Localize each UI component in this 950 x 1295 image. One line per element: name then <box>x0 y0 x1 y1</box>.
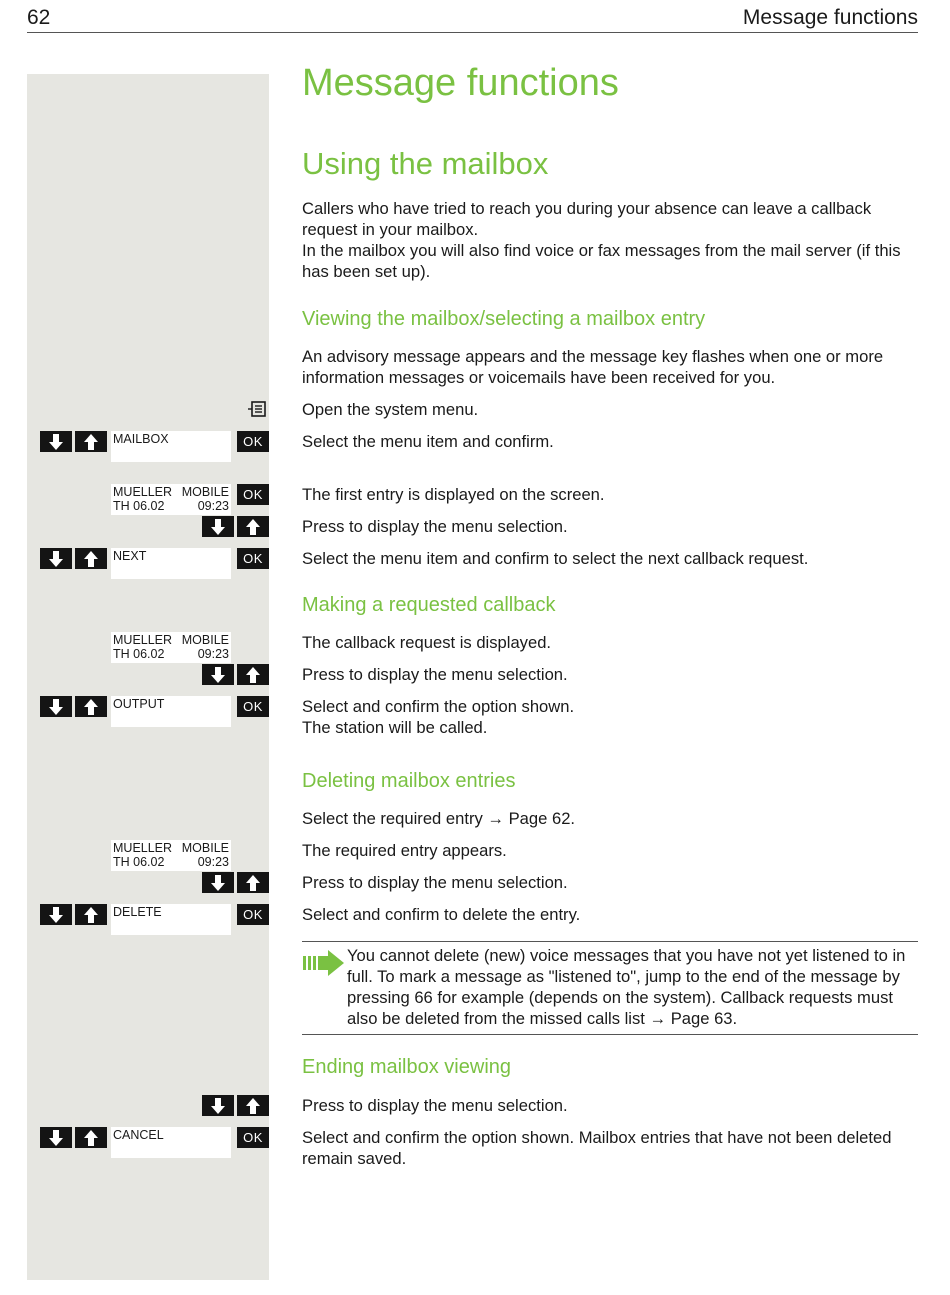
entry-date: TH 06.02 <box>113 499 165 513</box>
ok-button[interactable]: OK <box>237 548 269 569</box>
entry-time: 09:23 <box>197 499 229 513</box>
step-press-menu: Press to display the menu selection. <box>302 873 568 892</box>
step-select-option-end: Select and confirm the option shown. Mailbox entries that have not been deleted remain saved. <box>302 1128 892 1168</box>
display-next: NEXT <box>111 548 231 579</box>
arrow-up-icon[interactable] <box>237 516 269 537</box>
intro-paragraph-1: Callers who have tried to reach you during your absence can leave a callback request in your mailbox. <box>302 199 872 239</box>
step-press-menu: Press to display the menu selection. <box>302 1096 568 1115</box>
step-select-delete: Select and confirm to delete the entry. <box>302 905 581 924</box>
intro-paragraph-2: In the mailbox you will also find voice or fax messages from the mail server (if this has been set up). <box>302 241 901 281</box>
page-number: 62 <box>27 6 51 29</box>
arrow-down-icon[interactable] <box>202 516 234 537</box>
arrow-up-icon[interactable] <box>75 548 107 569</box>
entry-name: MUELLER <box>113 485 173 499</box>
heading-callback: Making a requested callback <box>302 594 556 616</box>
arrow-up-icon[interactable] <box>75 904 107 925</box>
step-select-next: Select the menu item and confirm to select the next callback request. <box>302 549 809 568</box>
section-title: Using the mailbox <box>302 146 549 181</box>
ok-button[interactable]: OK <box>237 904 269 925</box>
step-entry-appears: The required entry appears. <box>302 841 507 860</box>
arrow-up-icon[interactable] <box>237 872 269 893</box>
page-title: Message functions <box>302 62 619 104</box>
step-select-confirm: Select the menu item and confirm. <box>302 432 554 451</box>
step-press-menu: Press to display the menu selection. <box>302 517 568 536</box>
display-cancel: CANCEL <box>111 1127 231 1158</box>
ok-button[interactable]: OK <box>237 484 269 505</box>
arrow-up-icon[interactable] <box>75 1127 107 1148</box>
step-station-called: The station will be called. <box>302 718 488 737</box>
note-text: You cannot delete (new) voice messages that you have not yet listened to in full. To mark a message as "listened to", jump to the end of the message by pressing 66 for example (depends on the system). Callback requests must also be deleted from the missed calls list → Page 63. <box>347 946 906 1028</box>
step-press-menu: Press to display the menu selection. <box>302 665 568 684</box>
step-select-option: Select and confirm the option shown. <box>302 697 575 716</box>
arrow-down-icon[interactable] <box>40 1127 72 1148</box>
entry-date: TH 06.02 <box>113 647 165 661</box>
step-select-entry: Select the required entry → Page 62. <box>302 809 576 828</box>
step-callback-displayed: The callback request is displayed. <box>302 633 552 652</box>
entry-date: TH 06.02 <box>113 855 165 869</box>
arrow-up-icon[interactable] <box>75 431 107 452</box>
entry-time: 09:23 <box>197 647 229 661</box>
arrow-down-icon[interactable] <box>40 696 72 717</box>
note-rule-bottom <box>302 1034 918 1035</box>
arrow-down-icon[interactable] <box>202 872 234 893</box>
entry-name: MUELLER <box>113 841 173 855</box>
heading-ending: Ending mailbox viewing <box>302 1056 512 1078</box>
arrow-down-icon[interactable] <box>40 904 72 925</box>
arrow-up-icon[interactable] <box>75 696 107 717</box>
step-first-entry: The first entry is displayed on the screen. <box>302 485 605 504</box>
running-header: Message functions <box>742 6 918 29</box>
ok-button[interactable]: OK <box>237 1127 269 1148</box>
step-open-menu: Open the system menu. <box>302 400 479 419</box>
arrow-down-icon[interactable] <box>202 1095 234 1116</box>
display-entry <box>111 632 231 663</box>
arrow-up-icon[interactable] <box>237 1095 269 1116</box>
display-output: OUTPUT <box>111 696 231 727</box>
entry-name: MUELLER <box>113 633 173 647</box>
display-delete: DELETE <box>111 904 231 935</box>
display-entry <box>111 484 231 515</box>
ok-button[interactable]: OK <box>237 696 269 717</box>
entry-type: MOBILE <box>181 485 229 499</box>
arrow-down-icon[interactable] <box>202 664 234 685</box>
arrow-down-icon[interactable] <box>40 548 72 569</box>
entry-time: 09:23 <box>197 855 229 869</box>
ok-button[interactable]: OK <box>237 431 269 452</box>
header-rule <box>27 32 918 33</box>
entry-type: MOBILE <box>181 841 229 855</box>
heading-viewing: Viewing the mailbox/selecting a mailbox entry <box>302 308 706 330</box>
display-entry <box>111 840 231 871</box>
note-rule-top <box>302 941 918 942</box>
note-arrow-icon <box>303 950 345 976</box>
menu-key-icon[interactable] <box>247 400 267 418</box>
display-mailbox: MAILBOX <box>111 431 231 462</box>
arrow-up-icon[interactable] <box>237 664 269 685</box>
viewing-intro: An advisory message appears and the message key flashes when one or more information messages or voicemails have been received for you. <box>302 347 884 387</box>
entry-type: MOBILE <box>181 633 229 647</box>
arrow-down-icon[interactable] <box>40 431 72 452</box>
heading-deleting: Deleting mailbox entries <box>302 770 516 792</box>
